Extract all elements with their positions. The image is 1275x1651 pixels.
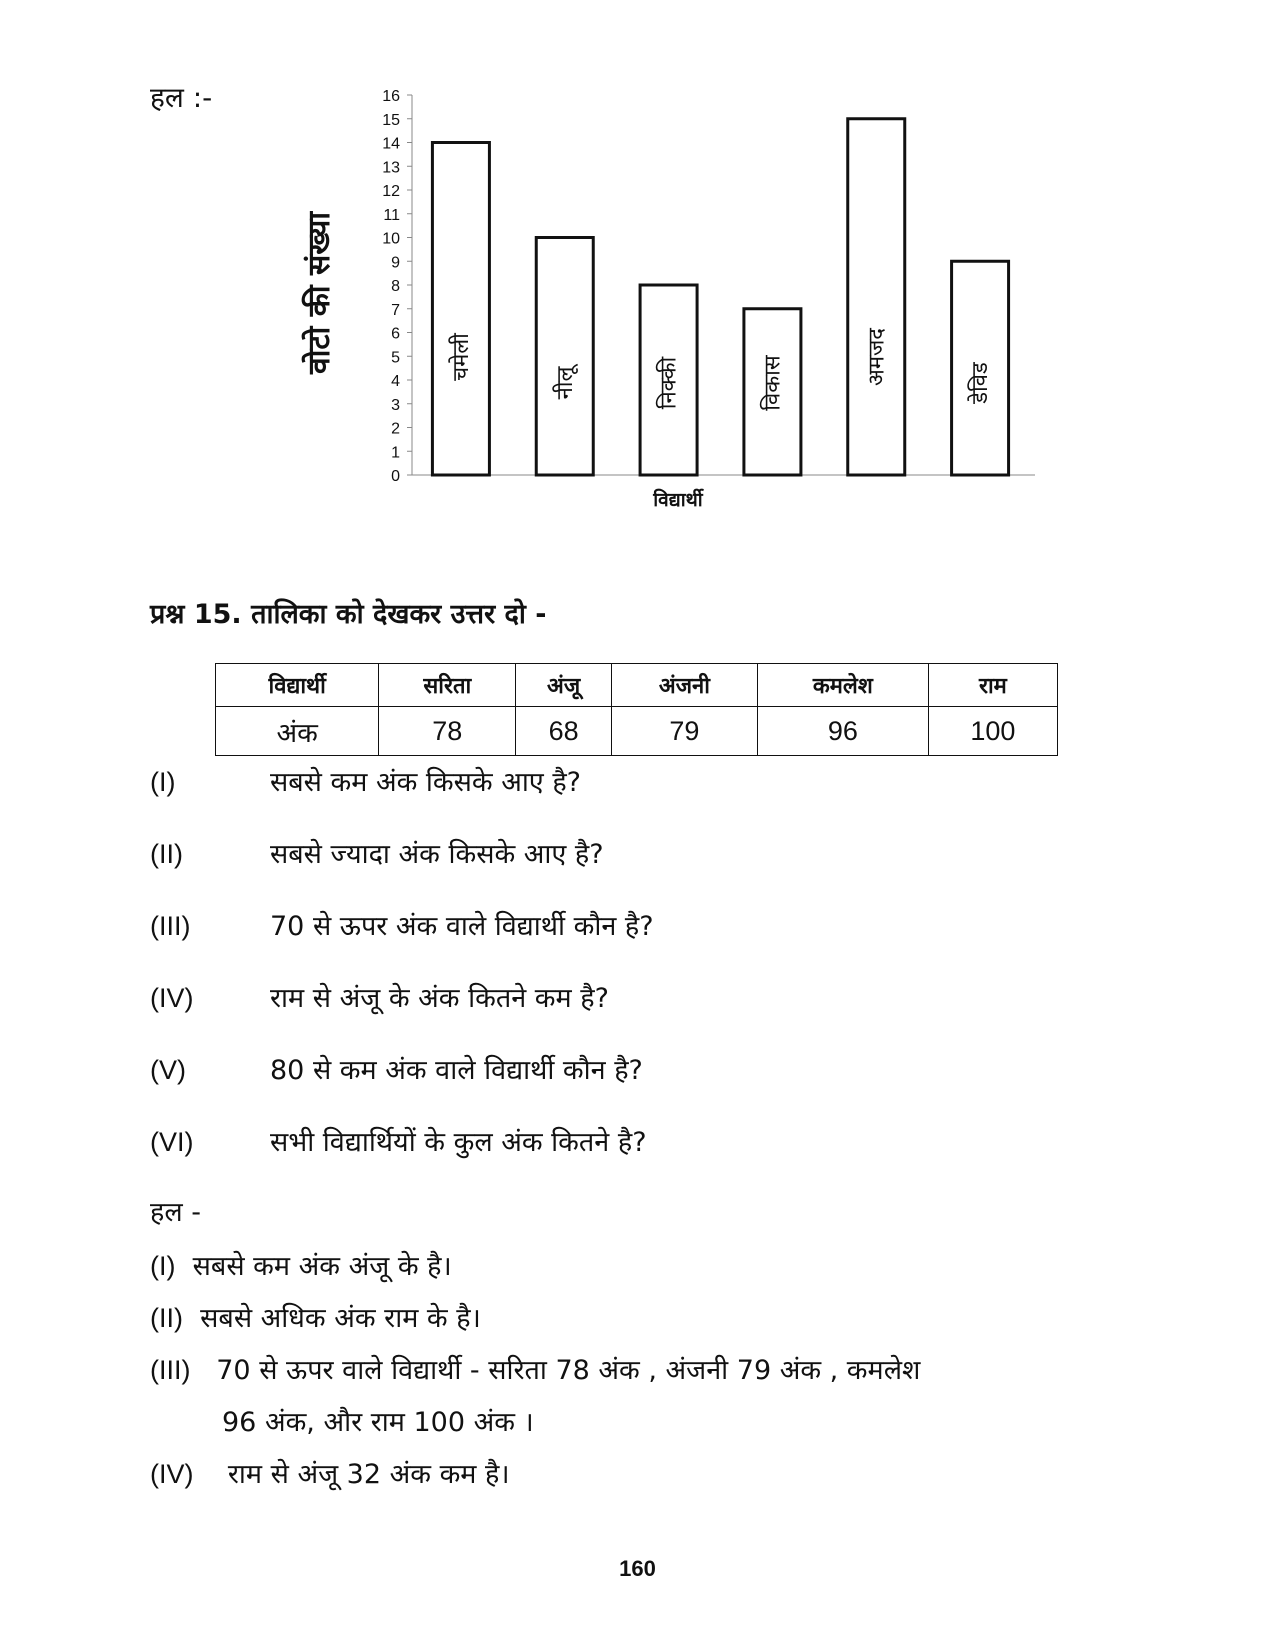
question-number: (II)	[150, 839, 183, 869]
question-number: (I)	[150, 767, 176, 797]
y-tick-label: 16	[382, 88, 400, 105]
table-cell: 78	[379, 707, 516, 756]
x-axis-title: विद्यार्थी	[653, 489, 703, 511]
question-text: राम से अंजू के अंक कितने कम है?	[270, 983, 609, 1014]
bar-category-label: डेविड	[968, 362, 994, 404]
question-text: सबसे कम अंक किसके आए है?	[270, 767, 581, 798]
question-item	[150, 978, 1150, 1015]
bar-category-label: विकास	[760, 355, 786, 411]
answer-number: (II)	[150, 1303, 183, 1333]
answer-number: (IV)	[150, 1459, 194, 1489]
y-tick-label: 3	[391, 396, 400, 414]
y-tick-label: 2	[391, 420, 400, 438]
bar	[848, 119, 905, 475]
question-text: 70 से ऊपर अंक वाले विद्यार्थी कौन है?	[270, 911, 654, 942]
table-cell: 96	[757, 707, 928, 756]
bar-category-label: निक्की	[656, 356, 682, 410]
question-item	[150, 834, 1150, 871]
y-tick-label: 0	[391, 468, 400, 485]
question-item	[150, 1050, 1150, 1087]
solution-label-top: हल :-	[150, 81, 213, 114]
table-header-cell: राम	[928, 664, 1057, 707]
y-tick-label: 12	[382, 183, 400, 200]
table-header-cell: विद्यार्थी	[216, 664, 379, 707]
answer-number: (III)	[150, 1355, 191, 1385]
table-cell: अंक	[216, 707, 379, 756]
question-number: (IV)	[150, 983, 194, 1013]
y-tick-label: 11	[383, 206, 400, 224]
y-tick-label: 13	[382, 159, 400, 177]
table-header-row	[216, 664, 1058, 707]
question-text: 80 से कम अंक वाले विद्यार्थी कौन है?	[270, 1055, 643, 1086]
answer-text: सबसे अधिक अंक राम के है।	[200, 1303, 481, 1334]
solution-label: हल -	[150, 1197, 201, 1228]
y-axis-title: वोटो की संख्या	[302, 211, 337, 375]
bar-category-label: चमेली	[448, 333, 474, 381]
question-number: (VI)	[150, 1127, 194, 1157]
question-text: सभी विद्यार्थियों के कुल अंक कितने है?	[270, 1127, 647, 1158]
answer-item	[150, 1298, 1150, 1335]
answer-continuation: 96 अंक, और राम 100 अंक ।	[222, 1407, 534, 1438]
question-text: सबसे ज्यादा अंक किसके आए है?	[270, 839, 604, 870]
question-number: (III)	[150, 911, 191, 941]
y-tick-label: 10	[382, 230, 400, 248]
y-tick-label: 6	[391, 325, 400, 343]
table-row	[216, 707, 1058, 756]
answer-item	[150, 1350, 1150, 1387]
answer-item	[150, 1246, 1150, 1283]
table-header-cell: अंजू	[516, 664, 612, 707]
table-header-cell: सरिता	[379, 664, 516, 707]
answer-text: राम से अंजू 32 अंक कम है।	[227, 1459, 510, 1490]
answer-item	[150, 1454, 1150, 1491]
y-tick-label: 14	[382, 135, 400, 153]
answer-number: (I)	[150, 1251, 176, 1281]
table-header-cell: कमलेश	[757, 664, 928, 707]
question-number: (V)	[150, 1055, 186, 1085]
marks-table	[215, 663, 1058, 756]
bar-category-label: नीलू	[552, 366, 578, 400]
bar-category-label: अमजद	[864, 328, 890, 386]
y-tick-label: 7	[391, 301, 400, 319]
table-header-cell: अंजनी	[611, 664, 757, 707]
answer-text: 70 से ऊपर वाले विद्यार्थी - सरिता 78 अंक , अंजनी 79 अंक , कमलेश	[216, 1355, 921, 1386]
votes-bar-chart	[290, 78, 1050, 528]
y-tick-label: 8	[391, 278, 400, 295]
y-tick-label: 15	[382, 111, 400, 129]
answer-text: सबसे कम अंक अंजू के है।	[192, 1251, 452, 1282]
table-cell: 68	[516, 707, 612, 756]
y-tick-label: 5	[391, 349, 400, 367]
table-cell: 100	[928, 707, 1057, 756]
page-number: 160	[619, 1556, 656, 1581]
question-item	[150, 906, 1150, 943]
question-item	[150, 762, 1150, 799]
bar	[432, 143, 489, 476]
y-tick-label: 9	[391, 254, 400, 272]
y-tick-label: 4	[391, 373, 400, 390]
question-heading: प्रश्न 15. तालिका को देखकर उत्तर दो -	[150, 599, 547, 630]
y-tick-label: 1	[391, 444, 400, 462]
bar	[536, 238, 593, 476]
question-item	[150, 1122, 1150, 1159]
table-cell: 79	[611, 707, 757, 756]
